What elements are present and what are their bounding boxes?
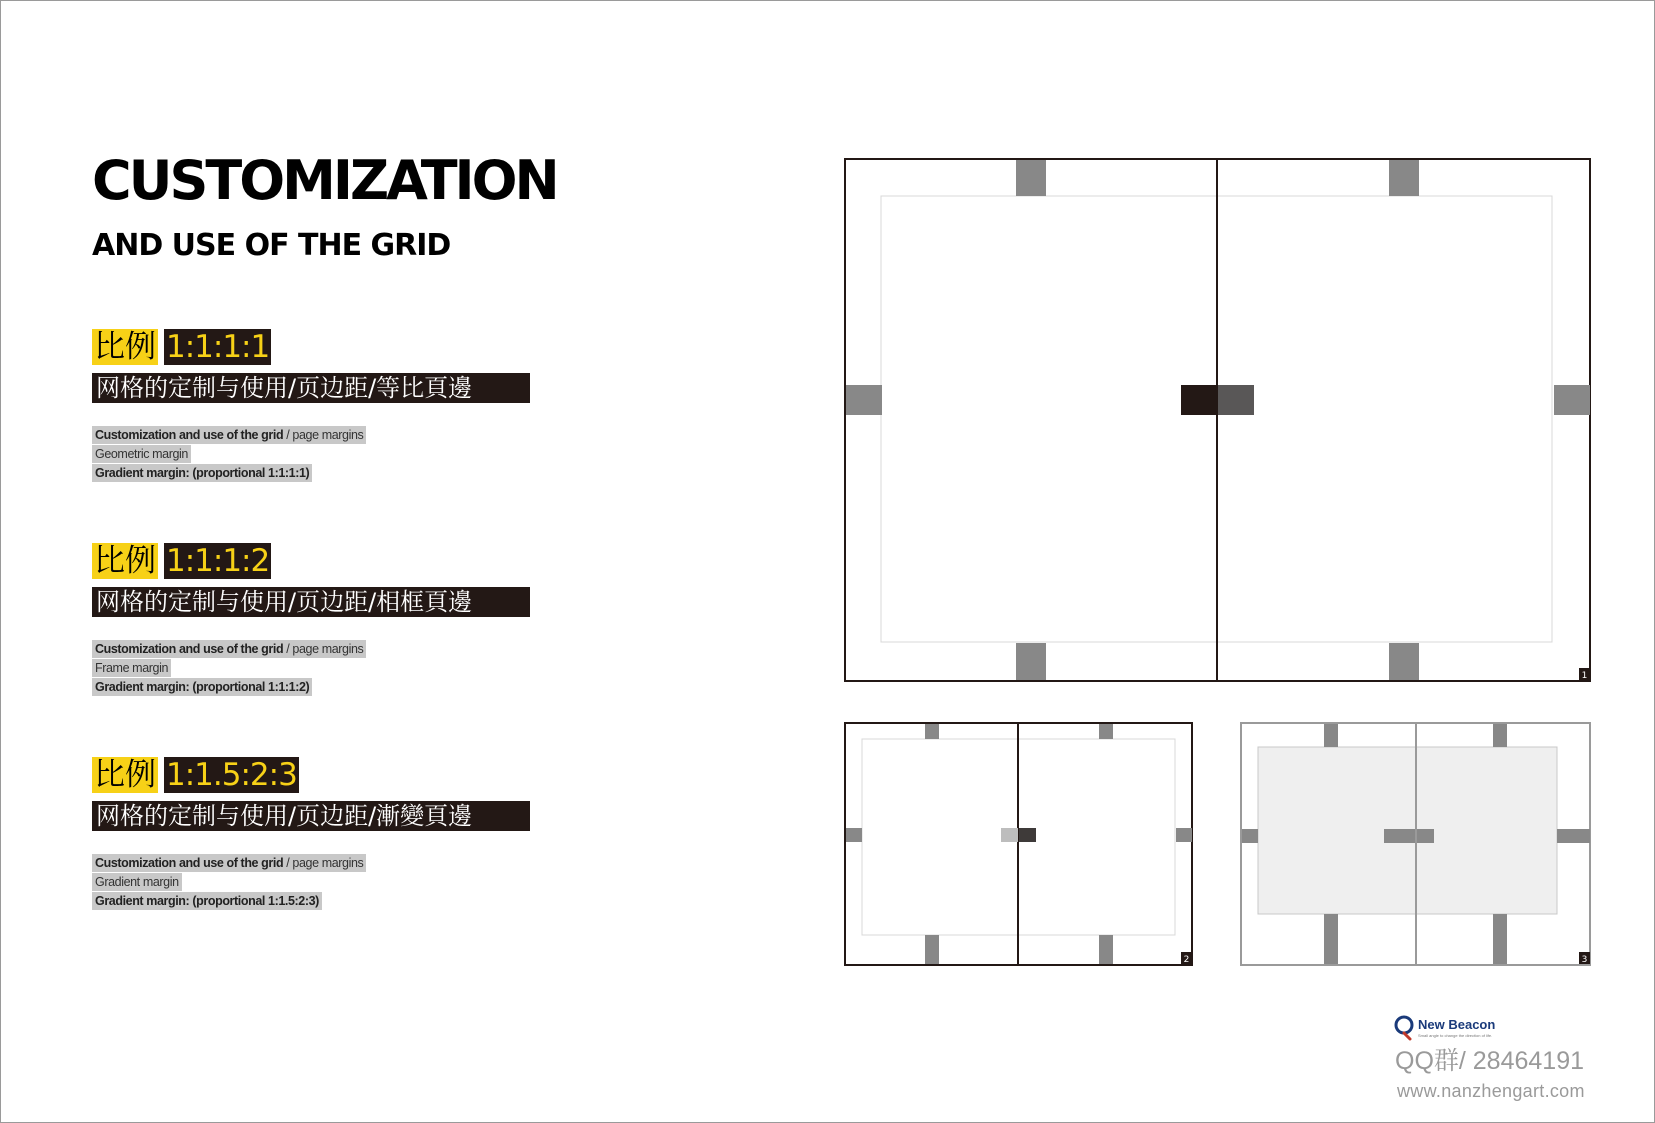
ratio-label: 比例 (94, 757, 156, 793)
qq-group: QQ群/ 28464191 (1395, 1047, 1585, 1075)
margin-marker-top-left (925, 724, 939, 739)
margin-marker-inner-left (1181, 385, 1217, 415)
margin-marker-inner-left (1001, 828, 1018, 842)
margin-marker-bottom-right (1389, 643, 1419, 680)
note-line-2: Geometric margin (92, 445, 191, 463)
margin-marker-outer-left (846, 828, 862, 842)
notes (92, 640, 562, 696)
ratio-heading (92, 755, 562, 795)
ratio-section-2 (92, 541, 562, 697)
ratio-heading (92, 541, 562, 581)
margin-marker-top-right (1389, 160, 1419, 196)
margin-marker-bottom-left (1016, 643, 1046, 680)
margin-marker-top-right (1099, 724, 1113, 739)
margin-marker-inner-right (1417, 829, 1434, 843)
diagram-number: 3 (1581, 955, 1588, 965)
ratio-value: 1:1.5:2:3 (166, 757, 297, 793)
margin-marker-outer-right (1557, 829, 1590, 843)
margin-marker-bottom-right (1099, 935, 1113, 964)
chinese-caption: 网格的定制与使用/页边距/漸變頁邊 (92, 801, 530, 831)
margin-marker-top-left (1324, 724, 1338, 747)
note-line-1: Customization and use of the grid / page margins (92, 640, 366, 658)
margin-marker-top-left (1016, 160, 1046, 196)
margin-marker-bottom-left (925, 935, 939, 964)
margin-marker-outer-right (1554, 385, 1590, 415)
margin-marker-outer-left (846, 385, 882, 415)
ratio-label: 比例 (94, 543, 156, 579)
note-line-3: Gradient margin: (proportional 1:1.5:2:3) (92, 892, 322, 910)
margin-marker-bottom-left (1324, 914, 1338, 964)
notes (92, 426, 562, 482)
ratio-section-3 (92, 755, 562, 911)
note-line-2: Frame margin (92, 659, 171, 677)
chinese-caption: 网格的定制与使用/页边距/相框頁邊 (92, 587, 530, 617)
margin-marker-inner-right (1218, 385, 1254, 415)
page-subtitle: AND USE OF THE GRID (92, 228, 451, 263)
note-line-3: Gradient margin: (proportional 1:1:1:1) (92, 464, 312, 482)
page-title: CUSTOMIZATION (92, 149, 557, 212)
notes (92, 854, 562, 910)
brand-tagline: Small angle to change the direction of life. (1418, 1033, 1493, 1038)
margin-marker-outer-left (1242, 829, 1258, 843)
brand-name: New Beacon (1418, 1017, 1496, 1032)
grid-diagram-1 (844, 158, 1592, 682)
ratio-section-1 (92, 327, 562, 483)
note-line-3: Gradient margin: (proportional 1:1:1:2) (92, 678, 312, 696)
margin-marker-bottom-right (1493, 914, 1507, 964)
ratio-heading (92, 327, 562, 367)
margin-marker-top-right (1493, 724, 1507, 747)
grid-diagram-3 (1240, 722, 1592, 966)
ratio-label: 比例 (94, 329, 156, 365)
grid-diagram-2 (844, 722, 1194, 966)
margin-marker-inner-left (1384, 829, 1415, 843)
new-beacon-logo-icon (1394, 1014, 1416, 1044)
ratio-value: 1:1:1:1 (166, 329, 270, 365)
diagram-number: 1 (1581, 671, 1588, 681)
note-line-1: Customization and use of the grid / page margins (92, 426, 366, 444)
margin-marker-outer-right (1176, 828, 1192, 842)
note-line-1: Customization and use of the grid / page margins (92, 854, 366, 872)
diagram-number: 2 (1183, 955, 1190, 965)
ratio-value: 1:1:1:2 (166, 543, 270, 579)
chinese-caption: 网格的定制与使用/页边距/等比頁邊 (92, 373, 530, 403)
margin-marker-inner-right (1019, 828, 1036, 842)
note-line-2: Gradient margin (92, 873, 182, 891)
website-url: www.nanzhengart.com (1397, 1081, 1585, 1101)
